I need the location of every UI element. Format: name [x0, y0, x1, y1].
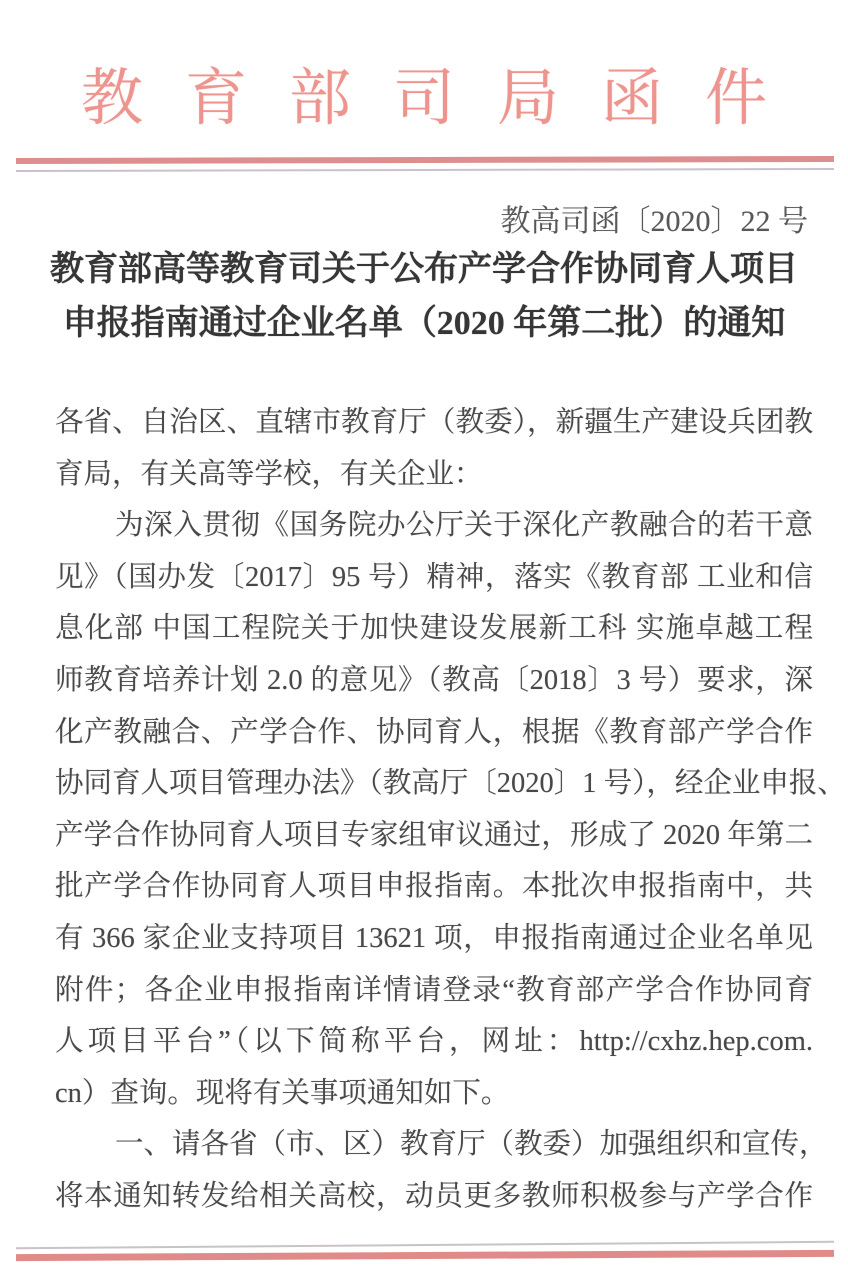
body-line: 协同育人项目管理办法》（教高厅〔2020〕1 号），经企业申报、	[55, 768, 846, 800]
body-line: 批产学合作协同育人项目申报指南。本批次申报指南中，共	[55, 871, 813, 903]
body-line: 为深入贯彻《国务院办公厅关于深化产教融合的若干意	[115, 510, 813, 542]
body-line: 化产教融合、产学合作、协同育人，根据《教育部产学合作	[55, 716, 813, 748]
body-line: 一、请各省（市、区）教育厅（教委）加强组织和宣传，	[115, 1129, 828, 1161]
header-rule-thin	[16, 168, 834, 172]
body-line: 产学合作协同育人项目专家组审议通过，形成了 2020 年第二	[55, 819, 813, 851]
body-line: 息化部 中国工程院关于加快建设发展新工科 实施卓越工程	[55, 613, 813, 645]
body-line: 见》（国办发〔2017〕95 号）精神，落实《教育部 工业和信	[55, 561, 813, 593]
notice-title	[0, 243, 848, 351]
body-line: 育局，有关高等学校，有关企业：	[55, 458, 483, 490]
body-line: 师教育培养计划 2.0 的意见》（教高〔2018〕3 号）要求，深	[55, 664, 813, 696]
body-line: 将本通知转发给相关高校，动员更多教师积极参与产学合作	[55, 1180, 813, 1212]
notice-title-line1: 教育部高等教育司关于公布产学合作协同育人项目	[50, 251, 798, 288]
body-line: cn）查询。现将有关事项通知如下。	[55, 1077, 510, 1109]
body-line: 附件；各企业申报指南详情请登录“教育部产学合作协同育	[55, 974, 813, 1006]
footer-rule-thick	[16, 1250, 834, 1261]
footer-rule-thin	[16, 1241, 834, 1249]
notice-title-line2: 申报指南通过企业名单（2020 年第二批）的通知	[62, 305, 786, 342]
notice-body	[55, 397, 846, 1223]
document-number: 教高司函〔2020〕22 号	[500, 205, 808, 238]
body-line: 人项目平台”（以下简称平台，网址：http://cxhz.hep.com.	[55, 1026, 813, 1058]
body-line: 各省、自治区、直辖市教育厅（教委），新疆生产建设兵团教	[55, 407, 813, 438]
body-line: 有 366 家企业支持项目 13621 项，申报指南通过企业名单见	[55, 922, 813, 954]
header-rule-thick	[16, 156, 834, 164]
letterhead-title: 教育部司局函件	[80, 65, 809, 133]
